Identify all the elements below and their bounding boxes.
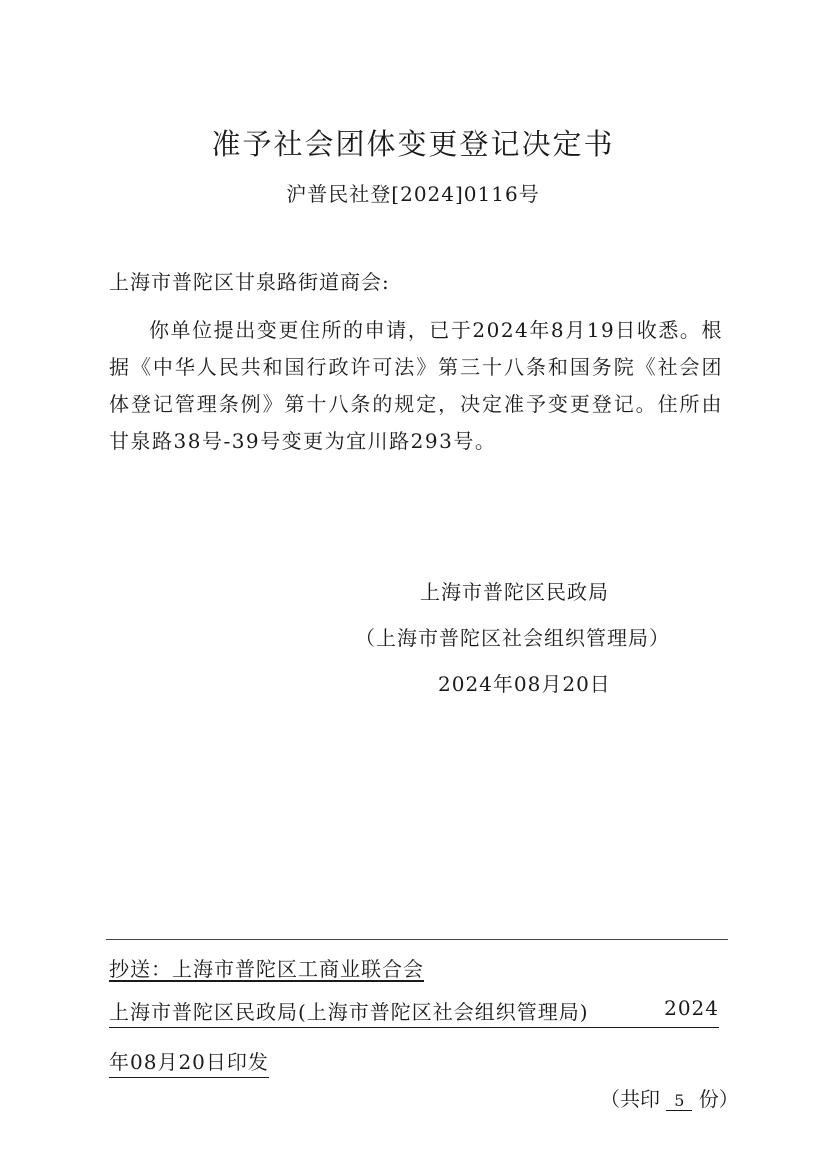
issue-row — [109, 996, 719, 1028]
issue-year: 2024 — [664, 996, 719, 1020]
signature-date: 2024年08月20日 — [438, 672, 611, 696]
copies-count-line — [600, 1083, 739, 1112]
addressee: 上海市普陀区甘泉路街道商会: — [109, 270, 390, 294]
issue-info — [109, 996, 719, 1078]
footer-divider — [106, 939, 728, 940]
issue-date: 年08月20日印发 — [109, 1046, 269, 1078]
issuing-authority-alt: （上海市普陀区社会组织管理局） — [355, 626, 670, 650]
decision-body: 你单位提出变更住所的申请，已于2024年8月19日收悉。根据《中华人民共和国行政许可法》第三十八条和国务院《社会团体登记管理条例》第十八条的规定，决定准予变更登记。住所由甘泉路38号-39号变更为宜川路293号。 — [109, 318, 723, 453]
document-number: 沪普民社登[2024]0116号 — [286, 182, 540, 206]
copies-prefix: （共印 — [600, 1087, 660, 1111]
copies-suffix: 份） — [698, 1087, 739, 1111]
issuer-text: 上海市普陀区民政局(上海市普陀区社会组织管理局) — [109, 1000, 589, 1024]
cc-text: 抄送：上海市普陀区工商业联合会 — [109, 957, 424, 981]
cc-line — [109, 953, 424, 982]
copies-count: 5 — [666, 1091, 692, 1111]
document-title: 准予社会团体变更登记决定书 — [211, 127, 615, 161]
issuing-authority: 上海市普陀区民政局 — [420, 580, 609, 604]
